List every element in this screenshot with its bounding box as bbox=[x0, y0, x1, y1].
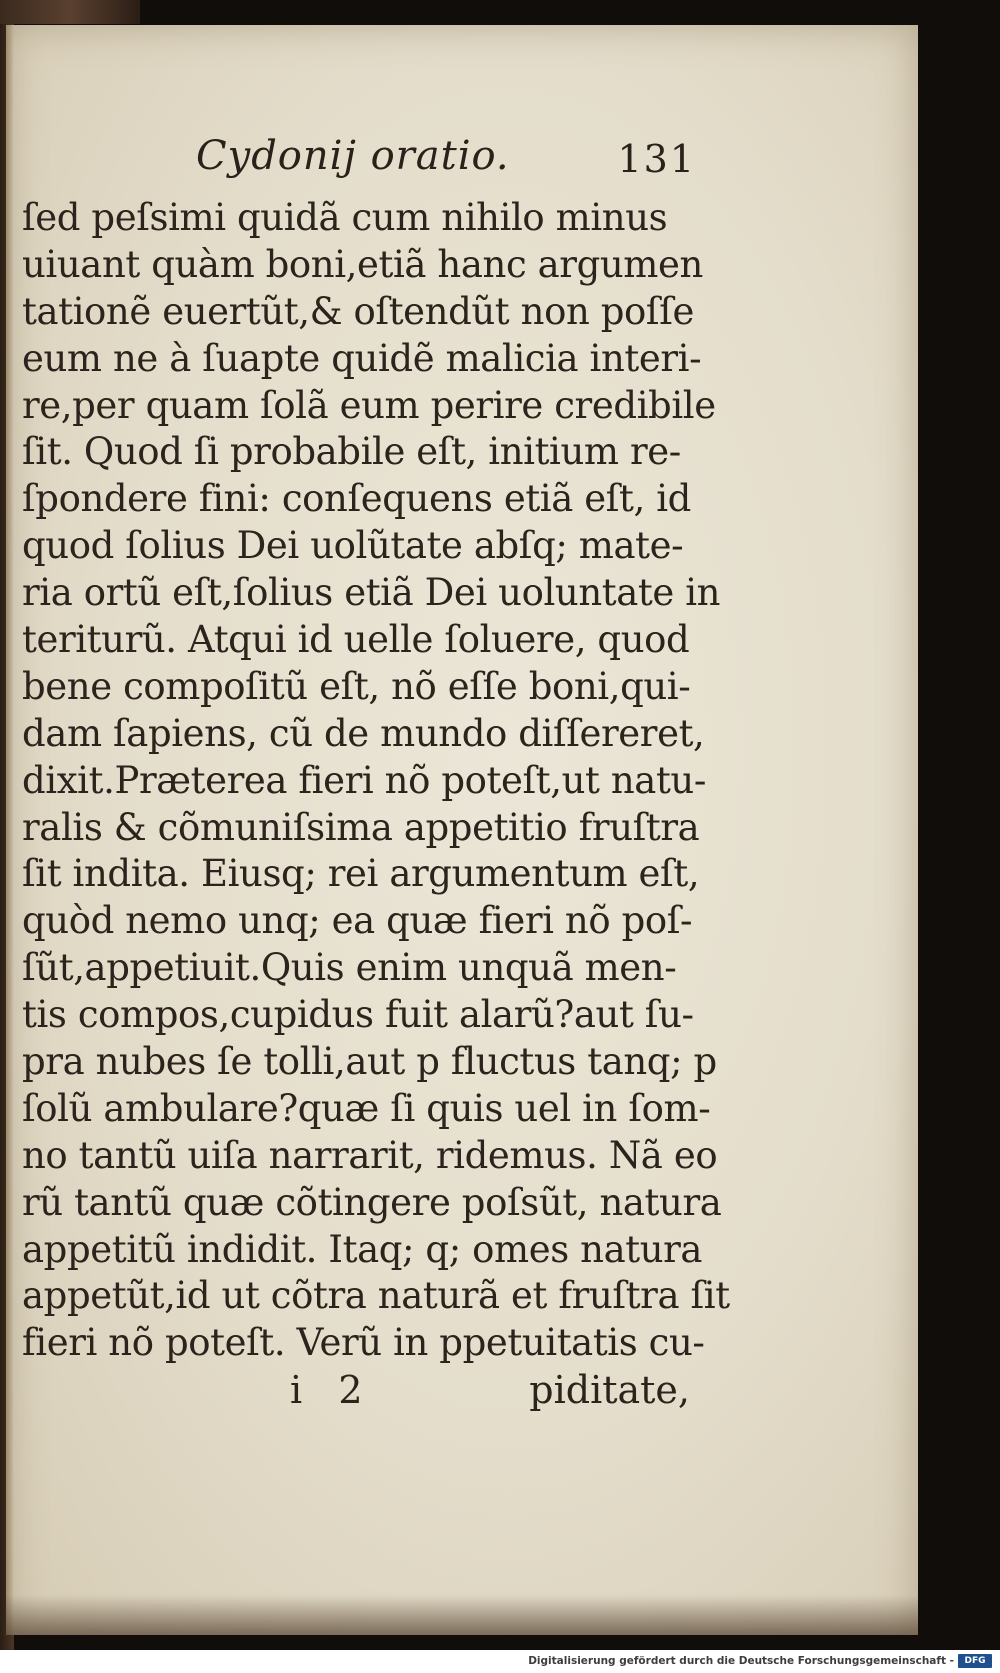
page-gutter-shadow bbox=[6, 25, 14, 1635]
text-line: ſũt,appetiuit.Quis enim unquã men- bbox=[22, 946, 677, 990]
page-bottom-shadow bbox=[6, 1595, 918, 1635]
text-line: eum ne à ſuapte quidẽ malicia interi- bbox=[22, 336, 702, 380]
dfg-logo: DFG bbox=[958, 1654, 992, 1668]
text-line: ſit indita. Eiusq; rei argumentum eſt, bbox=[22, 852, 700, 896]
text-line: dam ſapiens, cũ de mundo diſſereret, bbox=[22, 711, 705, 755]
text-line: appetũt,id ut cõtra naturã et fruſtra ſit bbox=[22, 1274, 730, 1318]
text-line: pra nubes ſe tolli,aut p fluctus tanq; p bbox=[22, 1040, 717, 1084]
text-line: quòd nemo unq; ea quæ fieri nõ poſ- bbox=[22, 899, 693, 943]
catchword: piditate, bbox=[529, 1368, 690, 1412]
text-line: re,per quam ſolã eum perire credibile bbox=[22, 383, 716, 427]
signature-mark: i 2 bbox=[290, 1368, 363, 1412]
running-title: Cydonij oratio. bbox=[196, 133, 510, 179]
text-line: dixit.Præterea fieri nõ poteſt,ut natu- bbox=[22, 758, 706, 802]
running-head bbox=[196, 133, 696, 193]
page-foot bbox=[290, 1368, 690, 1418]
funding-credit: Digitalisierung gefördert durch die Deutsche Forschungsgemeinschaft - bbox=[528, 1655, 954, 1667]
body-text bbox=[22, 195, 730, 1367]
digitization-footer bbox=[0, 1650, 1000, 1673]
text-line: ſpondere fini: conſequens etiã eſt, id bbox=[22, 477, 691, 521]
text-line: ſed peſsimi quidã cum nihilo minus bbox=[22, 196, 668, 239]
text-line: appetitũ indidit. Itaq; q; omes natura bbox=[22, 1227, 703, 1271]
text-line: ſolũ ambulare?quæ ſi quis uel in ſom- bbox=[22, 1086, 711, 1130]
text-line: tis compos,cupidus fuit alarũ?aut ſu- bbox=[22, 993, 694, 1037]
page-number: 131 bbox=[617, 137, 696, 181]
text-line: tationẽ euertũt,& oſtendũt non poſſe bbox=[22, 289, 694, 333]
text-line: bene compoſitũ eſt, nõ eſſe boni,qui- bbox=[22, 664, 691, 708]
text-line: uiuant quàm boni,etiã hanc argumen bbox=[22, 242, 703, 286]
text-line: no tantũ uiſa narrarit, ridemus. Nã eo bbox=[22, 1133, 718, 1177]
text-line: quod ſolius Dei uolũtate abſq; mate- bbox=[22, 524, 684, 568]
book-cover-edge bbox=[0, 0, 140, 24]
text-line: ſit. Quod ſi probabile eſt, initium re- bbox=[22, 430, 681, 474]
text-line: ralis & cõmuniſsima appetitio fruſtra bbox=[22, 805, 700, 849]
text-line: fieri nõ poteſt. Verũ in ppetuitatis cu- bbox=[22, 1321, 705, 1365]
text-line: ria ortũ eſt,ſolius etiã Dei uoluntate in bbox=[22, 571, 721, 615]
text-line: teriturũ. Atqui id uelle ſoluere, quod bbox=[22, 618, 690, 662]
text-line: rũ tantũ quæ cõtingere poſsũt, natura bbox=[22, 1180, 722, 1224]
